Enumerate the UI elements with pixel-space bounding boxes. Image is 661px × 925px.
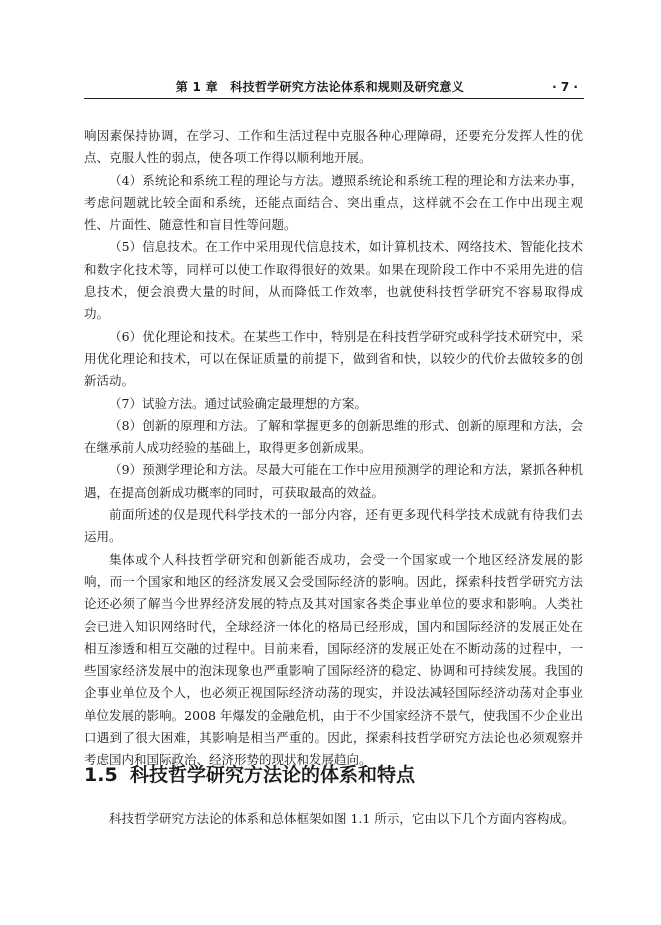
section-number: 1.5 <box>84 764 118 786</box>
section-body <box>84 808 583 830</box>
section-title: 科技哲学研究方法论的体系和特点 <box>130 764 416 786</box>
list-item-forecasting: （9）预测学理论和方法。尽最大可能在工作中应用预测学的理论和方法，紧抓各种机遇，在提高创新成功概率的同时，可获取最高的效益。 <box>84 462 583 500</box>
section-heading <box>84 760 583 790</box>
paragraph-economy: 集体或个人科技哲学研究和创新能否成功，会受一个国家或一个地区经济发展的影响，而一个国家和地区的经济发展又会受国际经济的影响。因此，探索科技哲学研究方法论还必须了解当今世界经济发展的特点及其对国家各类企事业单位的要求和影响。人类社会已进入知识网络时代，全球经济一体化的格局已经形成，国内和国际经济的发展正处在相互渗透和相互交融的过程中。目前来看，国际经济的发展正处在不断动荡的过程中，一些国家经济发展中的泡沫现象也严重影响了国际经济的稳定、协调和可持续发展。我国的企事业单位及个人，也必须正视国际经济动荡的现实，并设法减轻国际经济动荡对企事业单位发展的影响。2008 年爆发的金融危机，由于不少国家经济不景气，使我国不少企业出口遇到了很大困难，其影响是相当严重的。因此，探索科技哲学研究方法论也必须观察并考虑国内和国际政治、经济形势的现状和发展趋向。 <box>84 551 583 768</box>
section-intro: 科技哲学研究方法论的体系和总体框架如图 1.1 所示，它由以下几个方面内容构成。 <box>109 811 575 826</box>
list-item-optimization: （6）优化理论和技术。在某些工作中，特别是在科技哲学研究或科学技术研究中，采用优化理论和技术，可以在保证质量的前提下，做到省和快，以较少的代价去做较多的创新活动。 <box>84 328 583 389</box>
page-number: · 7 · <box>552 80 578 94</box>
list-item-experiment: （7）试验方法。通过试验确定最理想的方案。 <box>109 395 367 411</box>
body-text <box>84 125 583 772</box>
paragraph-summary: 前面所述的仅是现代科学技术的一部分内容，还有更多现代科学技术成就有待我们去运用。 <box>84 507 583 545</box>
list-item-innovation: （8）创新的原理和方法。了解和掌握更多的创新思维的形式、创新的原理和方法，会在继承前人成功经验的基础上，取得更多创新成果。 <box>84 417 583 456</box>
list-item-information-technology: （5）信息技术。在工作中采用现代信息技术，如计算机技术、网络技术、智能化技术和数字化技术等，同样可以使工作取得很好的效果。如果在现阶段工作中不采用先进的信息技术，便会浪费大量的时间，从而降低工作效率，也就使科技哲学研究不容易取得成功。 <box>84 239 583 322</box>
paragraph-continued: 响因素保持协调，在学习、工作和生活过程中克服各种心理障碍，还要充分发挥人性的优点、克服人性的弱点，使各项工作得以顺利地开展。 <box>84 128 583 166</box>
list-item-systems-theory: （4）系统论和系统工程的理论与方法。遵照系统论和系统工程的理论和方法来办事，考虑问题就比较全面和系统，还能点面结合、突出重点，这样就不会在工作中出现主观性、片面性、随意性和盲目性等问题。 <box>84 172 583 233</box>
chapter-title: 第 1 章 科技哲学研究方法论体系和规则及研究意义 <box>175 80 464 94</box>
running-header <box>84 78 584 99</box>
